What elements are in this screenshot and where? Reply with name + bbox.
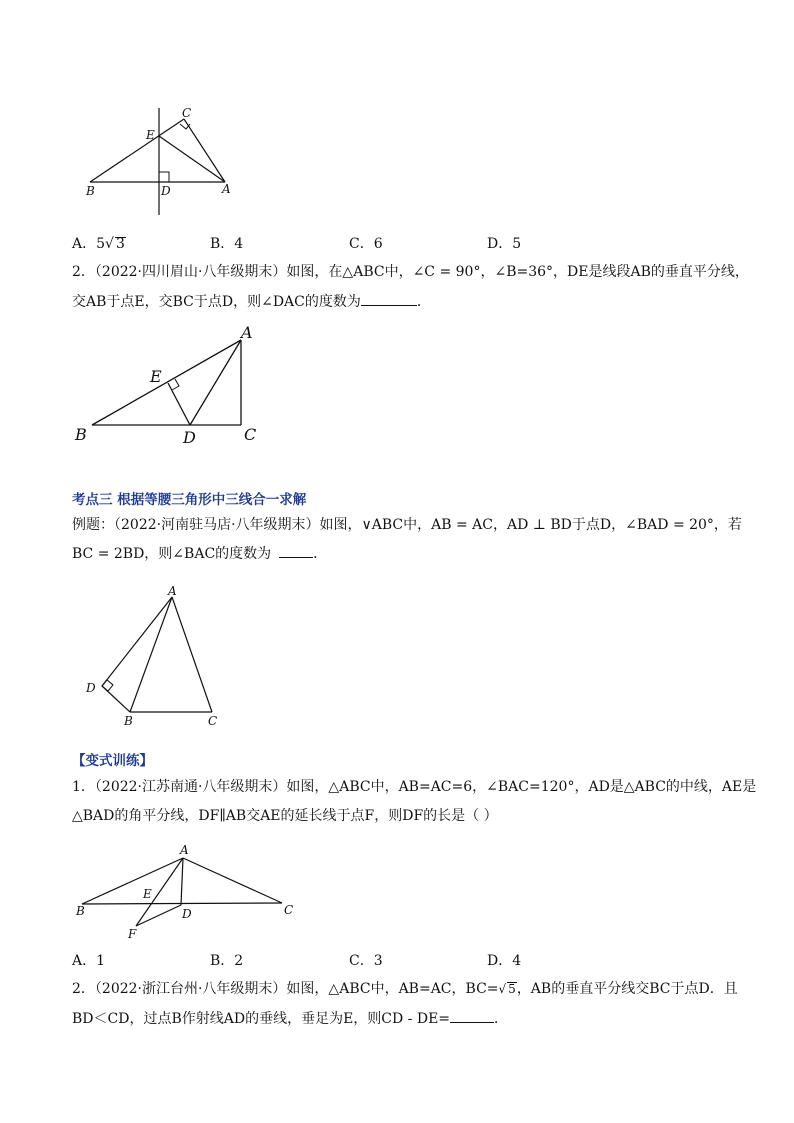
v1-option-b: B．2 — [210, 953, 244, 969]
q1-option-a-coef: 5 — [96, 236, 106, 252]
segment-AD — [102, 597, 172, 686]
right-angle-mark-D — [102, 680, 113, 691]
label-E: E — [146, 128, 155, 142]
q1-option-a — [72, 234, 126, 254]
section-3-title: 考点三 根据等腰三角形中三线合一求解 — [72, 492, 307, 508]
label-B: B — [124, 714, 133, 728]
v2-line2 — [72, 1008, 508, 1029]
label-C: C — [284, 903, 294, 917]
answer-blank — [450, 1008, 494, 1023]
q1-option-a-radicand: 3 — [115, 236, 125, 252]
q2-line2-text: 交AB于点E，交BC于点D，则∠DAC的度数为 — [72, 294, 361, 310]
label-E: E — [150, 367, 162, 386]
v2-line2-text: BD＜CD，过点B作射线AD的垂线，垂足为E，则CD - DE= — [72, 1011, 451, 1027]
example-line2 — [72, 543, 327, 564]
segment-AC — [172, 597, 212, 712]
sqrt-sign: √ — [105, 236, 114, 252]
figure-1 — [70, 105, 250, 220]
label-C: C — [208, 714, 218, 728]
q1-option-b: B．4 — [210, 236, 244, 252]
label-D: D — [86, 681, 96, 695]
segment-BC — [82, 903, 282, 904]
v2-line1 — [72, 979, 738, 999]
figure-3 — [80, 582, 230, 732]
segment-ED — [168, 383, 190, 425]
segment-AB — [130, 597, 172, 712]
sqrt-sign: √ — [498, 982, 507, 996]
label-D: D — [182, 907, 192, 921]
right-angle-mark-D — [159, 172, 169, 182]
v1-line2: △BAD的角平分线，DF∥AB交AE的延长线于点F，则DF的长是（ ） — [72, 808, 498, 824]
label-D: D — [183, 428, 196, 447]
label-C: C — [244, 425, 257, 444]
segment-AC — [183, 858, 282, 903]
q1-option-c: C．6 — [349, 236, 383, 252]
label-C: C — [182, 106, 192, 120]
example-line1: 例题：（2022·河南驻马店·八年级期末）如图，∨ABC中，AB = AC，AD ⊥ BD于点D，∠BAD = 20°，若 — [72, 517, 742, 533]
v1-option-a: A．1 — [72, 953, 106, 969]
q2-line2 — [72, 291, 431, 312]
segment-AD — [190, 340, 241, 425]
answer-blank — [279, 543, 313, 558]
example-line2-text: BC = 2BD，则∠BAC的度数为 — [72, 546, 272, 562]
label-F: F — [128, 927, 137, 941]
label-A: A — [180, 843, 189, 857]
q1-option-a-label: A． — [72, 236, 97, 252]
label-E: E — [143, 887, 152, 901]
q1-option-d: D．5 — [487, 236, 522, 252]
v2-line1-text: 2．（2022·浙江台州·八年级期末）如图，△ABC中，AB=AC，BC= — [72, 981, 499, 997]
segment-AD — [181, 858, 183, 905]
figure-4 — [70, 840, 310, 945]
segment-BC — [90, 119, 184, 182]
segment-BA — [92, 340, 241, 425]
segment-CA — [184, 119, 225, 182]
v1-line1: 1．（2022·江苏南通·八年级期末）如图，△ABC中，AB=AC=6，∠BAC=120°，AD是△ABC的中线，AE是 — [72, 779, 757, 795]
q2-line2-end: ． — [416, 294, 431, 310]
v2-line1-radicand: 5 — [508, 982, 516, 996]
right-angle-mark-E — [172, 379, 179, 390]
v2-line2-end: ． — [494, 1011, 509, 1027]
right-angle-mark-C — [180, 124, 190, 129]
label-A: A — [241, 323, 253, 342]
label-B: B — [76, 904, 85, 918]
label-D: D — [161, 184, 171, 198]
v1-option-d: D．4 — [487, 953, 522, 969]
v2-line1-text-end: ，AB的垂直平分线交BC于点D．且 — [516, 981, 738, 997]
label-B: B — [75, 425, 87, 444]
v1-option-c: C．3 — [349, 953, 383, 969]
answer-blank — [361, 291, 417, 306]
example-line2-end: ． — [313, 546, 328, 562]
label-A: A — [168, 584, 177, 598]
segment-AB — [82, 858, 183, 904]
label-B: B — [86, 184, 95, 198]
variant-training-title: 【变式训练】 — [72, 753, 153, 769]
figure-2 — [70, 322, 270, 450]
label-A: A — [222, 182, 231, 196]
q2-line1: 2．（2022·四川眉山·八年级期末）如图，在△ABC中，∠C = 90°，∠B=36°，DE是线段AB的垂直平分线， — [72, 264, 749, 280]
